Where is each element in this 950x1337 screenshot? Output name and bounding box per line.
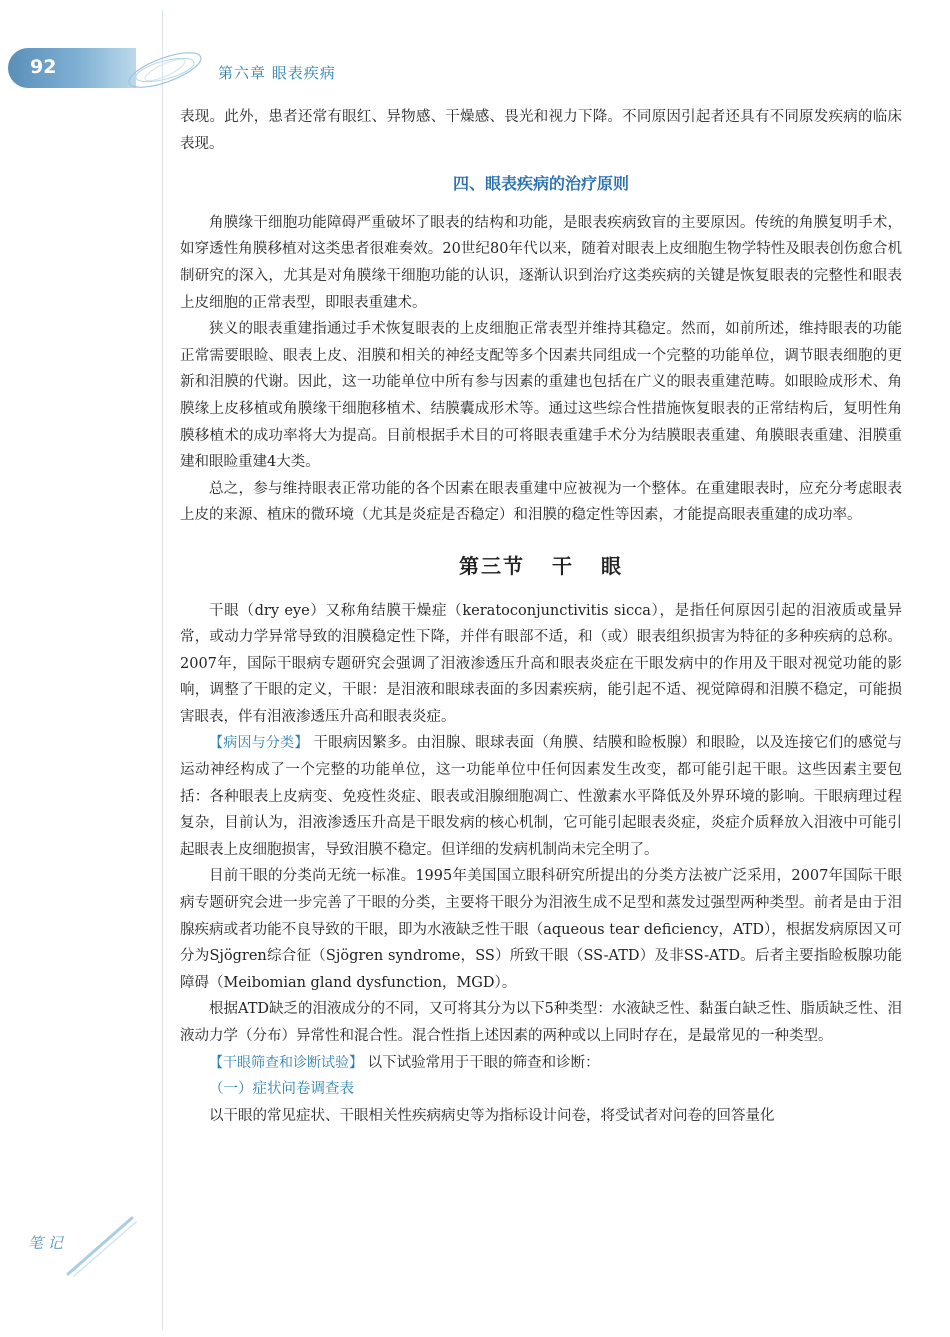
node-title: 第三节 干 眼 xyxy=(459,553,623,578)
sub-heading: （一）症状问卷调查表 xyxy=(209,1081,354,1098)
paragraph-intro: 表现。此外，患者还常有眼红、异物感、干燥感、畏光和视力下降。不同原因引起者还具有不同原发疾病的临床表现。 xyxy=(180,109,902,152)
paragraph: 干眼（dry eye）又称角结膜干燥症（keratoconjunctivitis sicca），是指任何原因引起的泪液质或量异常，或动力学异常导致的泪膜稳定性下降，并伴有眼部不适，和（或）眼表组织损害为特征的多种疾病的总称。2007年，国际干眼病专题研究会强调了泪液渗透压升高和眼表炎症在干眼发病中的作用及干眼对视觉功能的影响，调整了干眼的定义，干眼：是泪液和眼球表面的多因素疾病，能引起不适、视觉障碍和泪膜不稳定，可能损害眼表，伴有泪液渗透压升高和眼表炎症。 xyxy=(180,602,902,725)
notes-label: 笔 记 xyxy=(28,1234,63,1252)
pen-icon xyxy=(60,1212,140,1282)
paragraph-cause xyxy=(180,730,902,863)
paragraph: 总之，参与维持眼表正常功能的各个因素在眼表重建中应被视为一个整体。在重建眼表时，应充分考虑眼表上皮的来源、植床的微环境（尤其是炎症是否稳定）和泪膜的稳定性等因素，才能提高眼表重建的成功率。 xyxy=(180,480,902,524)
paragraph: 角膜缘干细胞功能障碍严重破坏了眼表的结构和功能，是眼表疾病致盲的主要原因。传统的角膜复明手术，如穿透性角膜移植对这类患者很难奏效。20世纪80年代以来，随着对眼表上皮细胞生物学特性及眼表创伤愈合机制研究的深入，尤其是对角膜缘干细胞功能的认识，逐渐认识到治疗这类疾病的关键是恢复眼表的完整性和眼表上皮细胞的正常表型，即眼表重建术。 xyxy=(180,214,902,311)
margin-divider xyxy=(162,10,163,1330)
paragraph-text: 以下试验常用于干眼的筛查和诊断： xyxy=(363,1054,600,1071)
paragraph: 以干眼的常见症状、干眼相关性疾病病史等为指标设计问卷，将受试者对问卷的回答量化 xyxy=(209,1107,775,1124)
section-heading: 四、眼表疾病的治疗原则 xyxy=(452,174,629,194)
paragraph: 狭义的眼表重建指通过手术恢复眼表的上皮细胞正常表型并维持其稳定。然而，如前所述，维持眼表的功能正常需要眼睑、眼表上皮、泪膜和相关的神经支配等多个因素共同组成一个完整的功能单位，调节眼表细胞的更新和泪膜的代谢。因此，这一功能单位中所有参与因素的重建也包括在广义的眼表重建范畴。如眼睑成形术、角膜缘上皮移植或角膜缘干细胞移植术、结膜囊成形术等。通过这些综合性措施恢复眼表的正常结构后，复明性角膜移植术的成功率将大为提高。目前根据手术目的可将眼表重建手术分为结膜眼表重建、角膜眼表重建、泪膜重建和眼睑重建4大类。 xyxy=(180,321,902,471)
paragraph-screening xyxy=(180,1050,902,1077)
paragraph-text: 干眼病因繁多。由泪腺、眼球表面（角膜、结膜和睑板腺）和眼睑，以及连接它们的感觉与运动神经构成了一个完整的功能单位，这一功能单位中任何因素发生改变，都可能引起干眼。这些因素主要包括：各种眼表上皮病变、免疫性炎症、眼表或泪腺细胞凋亡、性激素水平降低及外界环境的影响。干眼病理过程复杂，目前认为，泪液渗透压升高是干眼发病的核心机制，它可能引起眼表炎症，炎症介质释放入泪液中可能引起眼表上皮细胞损害，导致泪膜不稳定。但详细的发病机制尚未完全明了。 xyxy=(180,735,903,858)
tag-cause: 【病因与分类】 xyxy=(209,735,309,752)
page-number-badge xyxy=(8,48,136,88)
page-body xyxy=(180,104,902,1129)
chapter-title: 第六章 眼表疾病 xyxy=(218,64,336,82)
swirl-decoration-icon xyxy=(120,40,210,100)
paragraph: 目前干眼的分类尚无统一标准。1995年美国国立眼科研究所提出的分类方法被广泛采用，2007年国际干眼病专题研究会进一步完善了干眼的分类，主要将干眼分为泪液生成不足型和蒸发过强型两种类型。前者是由于泪腺疾病或者功能不良导致的干眼，即为水液缺乏性干眼（aqueous tear deficiency，ATD），根据发病原因又可分为Sjögren综合征（Sjögren syndrome，SS）所致干眼（SS-ATD）及非SS-ATD。后者主要指睑板腺功能障碍（Meibomian gland dysfunction，MGD）。 xyxy=(180,868,902,991)
paragraph: 根据ATD缺乏的泪液成分的不同，又可将其分为以下5种类型：水液缺乏性、黏蛋白缺乏性、脂质缺乏性、泪液动力学（分布）异常性和混合性。混合性指上述因素的两种或以上同时存在，是最常见的一种类型。 xyxy=(180,1001,902,1044)
page-number: 92 xyxy=(30,56,57,78)
tag-screening: 【干眼筛查和诊断试验】 xyxy=(209,1054,363,1071)
